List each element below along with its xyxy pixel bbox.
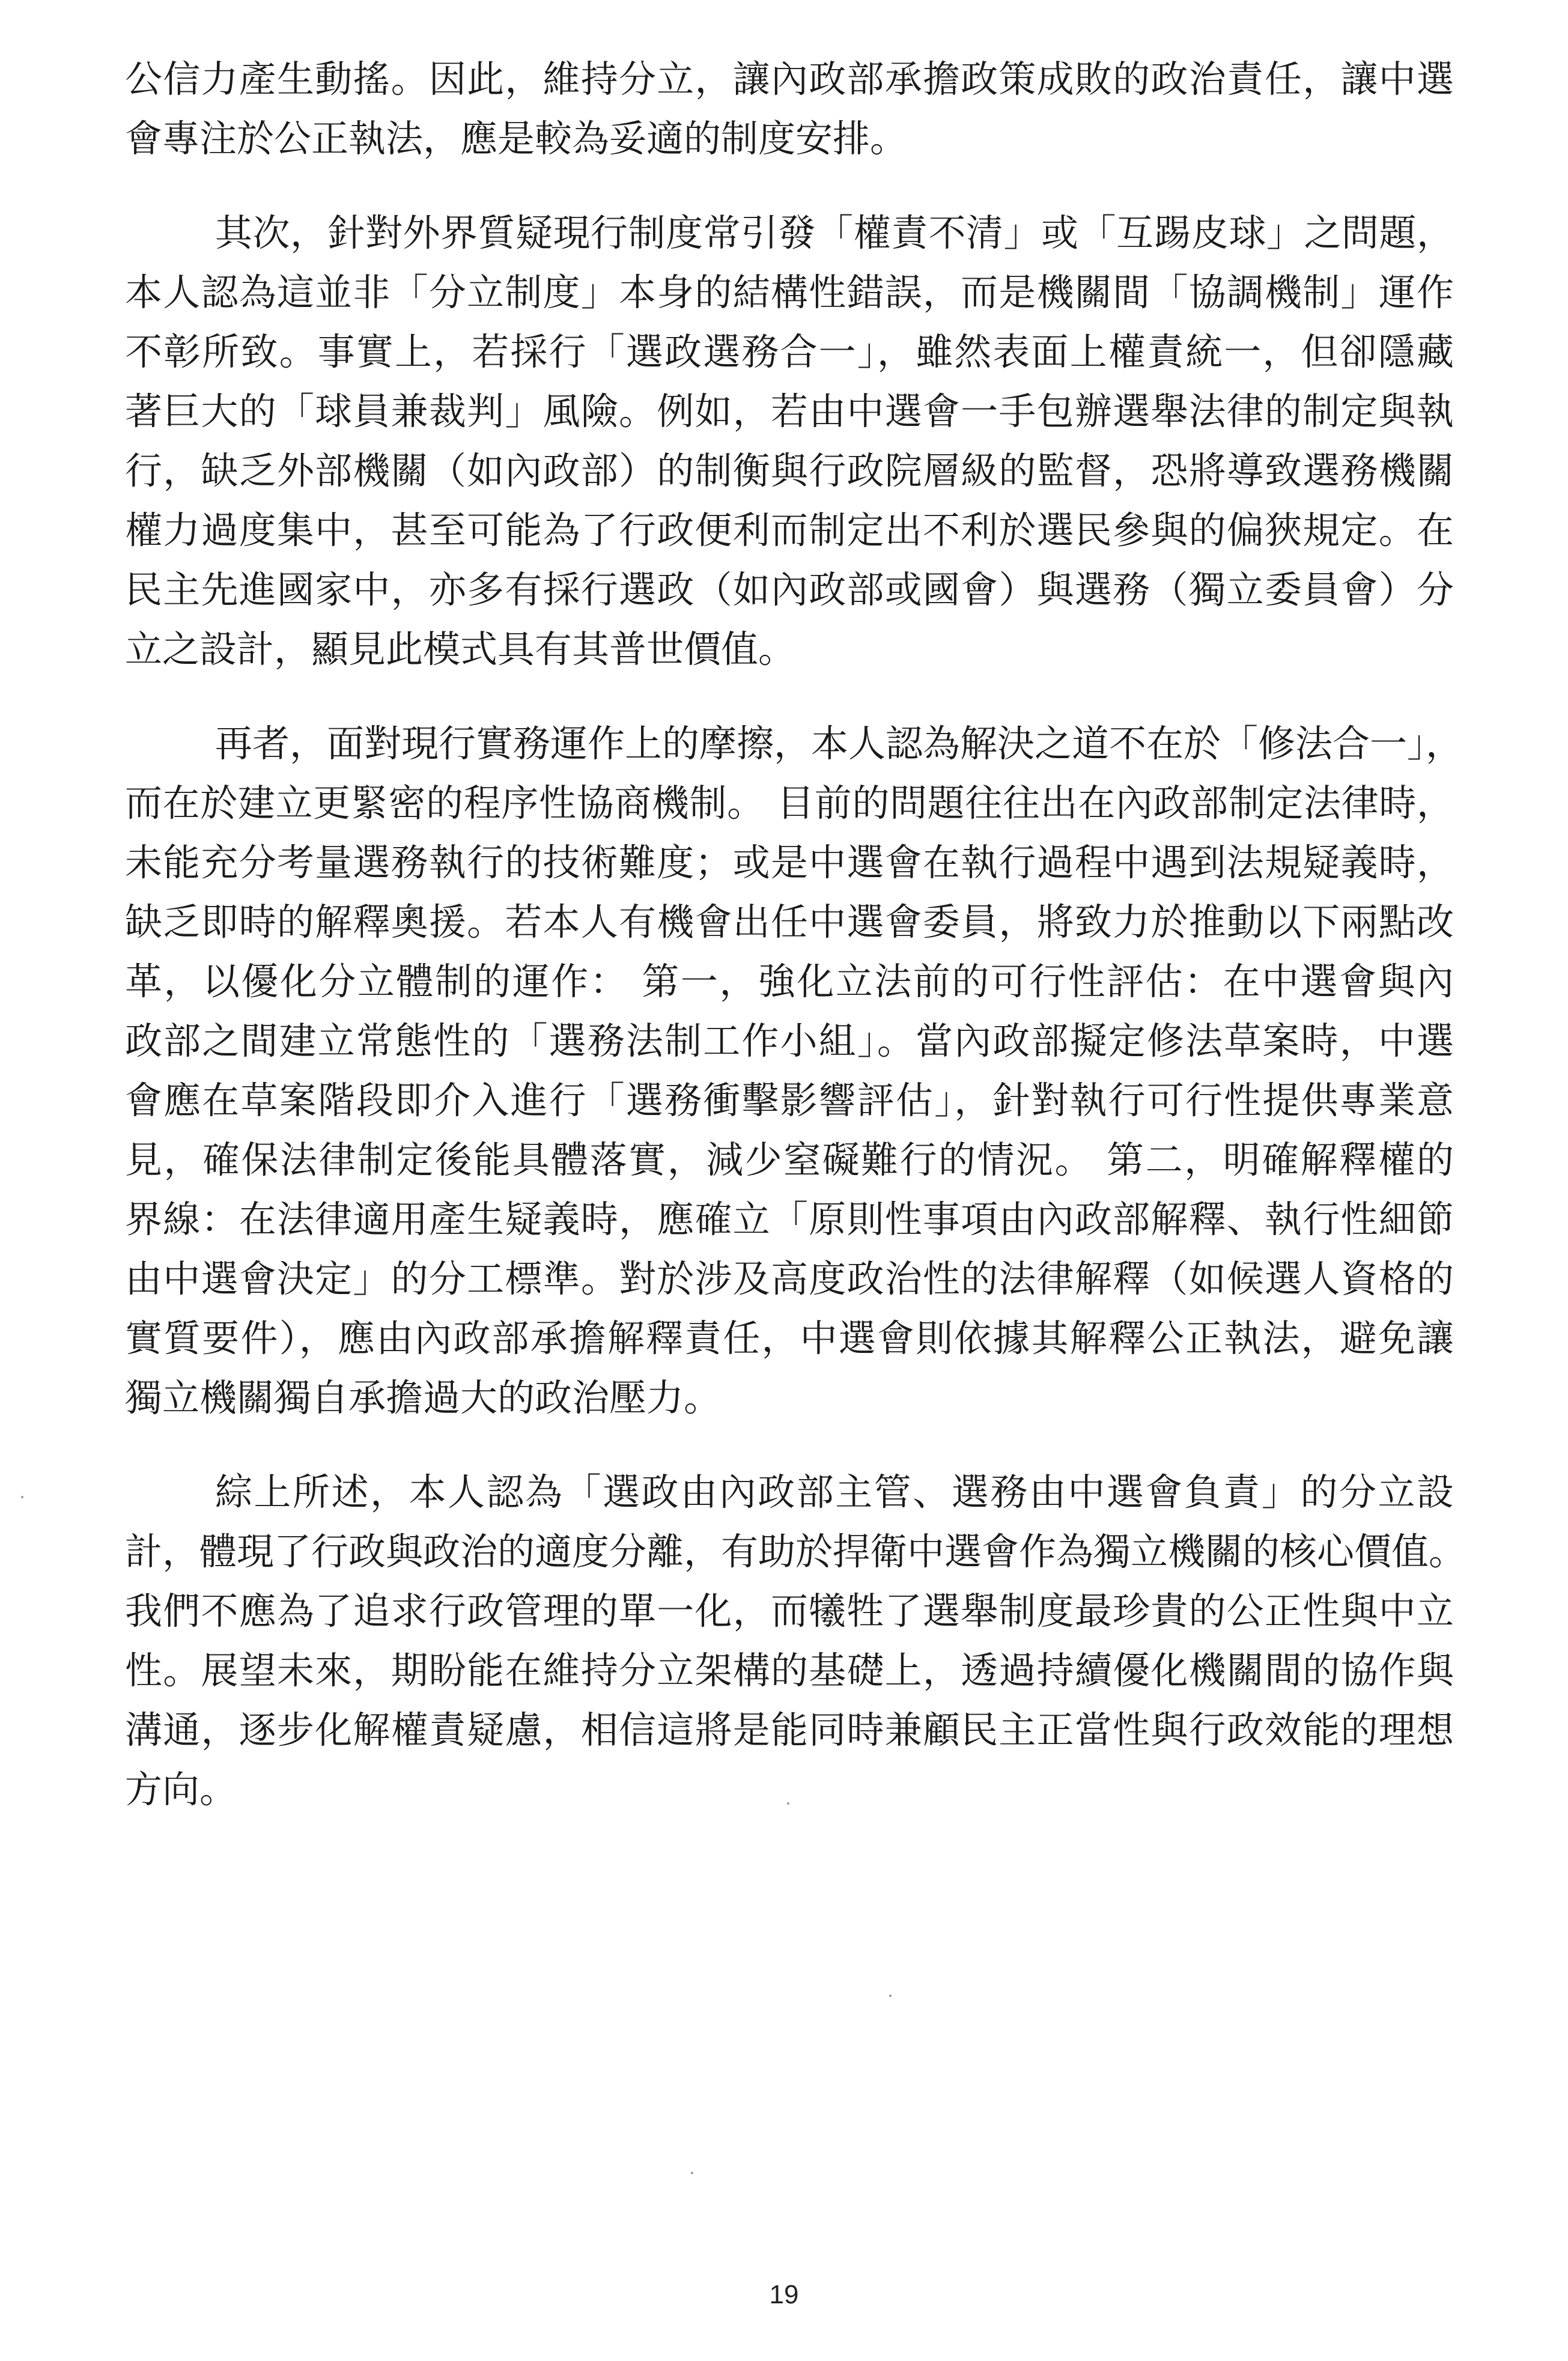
text-line: 性。展望未來，期盼能在維持分立架構的基礎上，透過持續優化機關間的協作與: [125, 1648, 1454, 1692]
scan-speck: [787, 1802, 789, 1805]
paragraph: [125, 203, 1454, 679]
text-line: 而在於建立更緊密的程序性協商機制。 目前的問題往往出在內政部制定法律時，: [125, 781, 1454, 825]
text-line: 立之設計，顯見此模式具有其普世價值。: [125, 627, 796, 671]
text-line: 權力過度集中，甚至可能為了行政便利而制定出不利於選民參與的偏狹規定。在: [125, 508, 1454, 552]
page-number: 19: [769, 2280, 799, 2309]
text-line: 再者，面對現行實務運作上的摩擦，本人認為解決之道不在於「修法合一」，: [215, 722, 1463, 765]
text-line: 計，體現了行政與政治的適度分離，有助於捍衛中選會作為獨立機關的核心價值。: [125, 1530, 1466, 1573]
text-line: 本人認為這並非「分立制度」本身的結構性錯誤，而是機關間「協調機制」運作: [125, 270, 1454, 314]
text-line: 公信力產生動搖。因此，維持分立，讓內政部承擔政策成敗的政治責任，讓中選: [125, 57, 1454, 101]
text-line: 溝通，逐步化解權責疑慮，相信這將是能同時兼顧民主正當性與行政效能的理想: [125, 1708, 1454, 1752]
text-line: 綜上所述，本人認為「選政由內政部主管、選務由中選會負責」的分立設: [215, 1470, 1454, 1514]
text-line: 著巨大的「球員兼裁判」風險。例如，若由中選會一手包辦選舉法律的制定與執: [125, 389, 1454, 433]
text-line: 我們不應為了追求行政管理的單一化，而犧牲了選舉制度最珍貴的公正性與中立: [125, 1589, 1454, 1633]
paragraph: [125, 714, 1463, 1427]
scan-speck: [691, 2172, 693, 2174]
text-line: 革，以優化分立體制的運作： 第一，強化立法前的可行性評估：在中選會與內: [125, 959, 1454, 1003]
text-line: 行，缺乏外部機關（如內政部）的制衡與行政院層級的監督，恐將導致選務機關: [125, 449, 1454, 493]
text-line: 未能充分考量選務執行的技術難度；或是中選會在執行過程中遇到法規疑義時，: [125, 840, 1454, 884]
document-body: [125, 49, 1466, 1854]
scan-speck: [889, 1995, 892, 1997]
text-line: 實質要件），應由內政部承擔解釋責任，中選會則依據其解釋公正執法，避免讓: [125, 1316, 1454, 1360]
text-line: 方向。: [125, 1767, 237, 1811]
text-line: 民主先進國家中，亦多有採行選政（如內政部或國會）與選務（獨立委員會）分: [125, 568, 1454, 612]
paragraph: [125, 49, 1454, 168]
text-line: 政部之間建立常態性的「選務法制工作小組」。當內政部擬定修法草案時，中選: [125, 1019, 1454, 1063]
text-line: 由中選會決定」的分工標準。對於涉及高度政治性的法律解釋（如候選人資格的: [125, 1257, 1454, 1301]
text-line: 會專注於公正執法，應是較為妥適的制度安排。: [125, 117, 908, 160]
text-line: 獨立機關獨自承擔過大的政治壓力。: [125, 1376, 722, 1420]
scan-speck: [21, 1496, 23, 1498]
text-line: 其次，針對外界質疑現行制度常引發「權責不清」或「互踢皮球」之問題，: [215, 211, 1454, 255]
text-line: 會應在草案階段即介入進行「選務衝擊影響評估」，針對執行可行性提供專業意: [125, 1078, 1454, 1122]
text-line: 缺乏即時的解釋奧援。若本人有機會出任中選會委員，將致力於推動以下兩點改: [125, 900, 1454, 944]
text-line: 界線：在法律適用產生疑義時，應確立「原則性事項由內政部解釋、執行性細節: [125, 1197, 1454, 1241]
text-line: 不彰所致。事實上，若採行「選政選務合一」，雖然表面上權責統一，但卻隱藏: [125, 330, 1454, 374]
text-line: 見，確保法律制定後能具體落實，減少窒礙難行的情況。 第二，明確解釋權的: [125, 1138, 1454, 1182]
paragraph: [125, 1462, 1466, 1819]
